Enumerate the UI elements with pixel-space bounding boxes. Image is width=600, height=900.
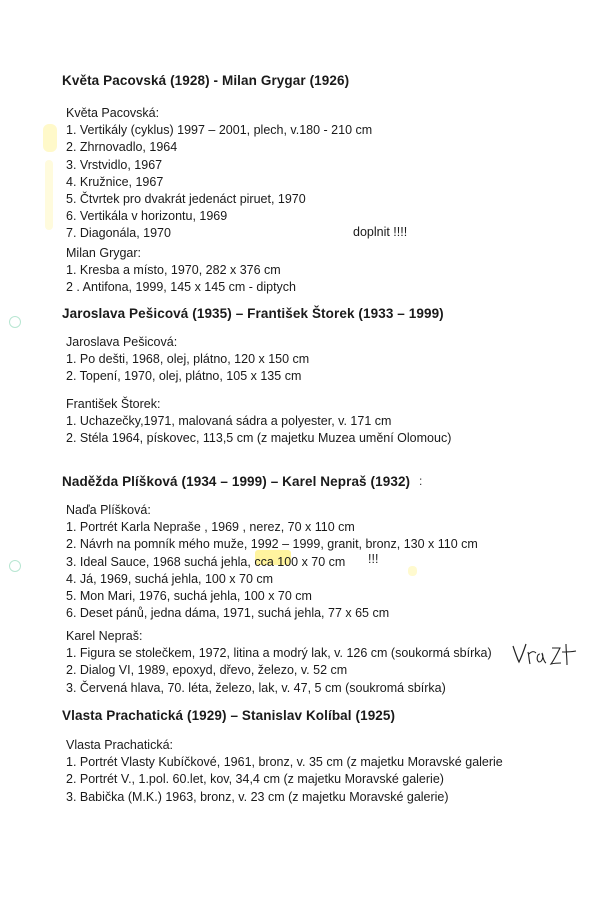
artwork-item: 2. Dialog VI, 1989, epoxyd, dřevo, železo, v. 52 cm	[66, 663, 348, 678]
artist-block-pacovska	[66, 105, 372, 243]
artwork-item: 3. Ideal Sauce, 1968 suchá jehla, cca 100 x 70 cm	[66, 554, 346, 569]
artwork-item: 3. Červená hlava, 70. léta, železo, lak, v. 47, 5 cm (soukromá sbírka)	[66, 680, 446, 695]
artwork-item: 4. Já, 1969, suchá jehla, 100 x 70 cm	[66, 571, 274, 586]
note-doplnit: doplnit !!!!	[353, 225, 408, 239]
artist-name: Květa Pacovská:	[66, 106, 160, 120]
artwork-item: 2. Zhrnovadlo, 1964	[66, 140, 178, 155]
section-heading-3: Naděžda Plíšková (1934 – 1999) – Karel Nepraš (1932)	[62, 474, 411, 489]
artist-block-pesicova	[66, 334, 309, 386]
artwork-item: 1. Portrét Vlasty Kubíčkové, 1961, bronz, v. 35 cm (z majetku Moravské galerie	[66, 755, 503, 770]
artwork-item: 2. Návrh na pomník mého muže, 1992 – 1999, granit, bronz, 130 x 110 cm	[66, 537, 478, 552]
artwork-item: 5. Čtvrtek pro dvakrát jedenáct piruet, 1970	[66, 192, 306, 207]
artist-block-nepras	[66, 628, 492, 697]
section-heading-4: Vlasta Prachatická (1929) – Stanislav Kolíbal (1925)	[62, 708, 396, 723]
section-heading-1: Květa Pacovská (1928) - Milan Grygar (1926)	[62, 73, 350, 88]
artwork-item: 3. Vrstvidlo, 1967	[66, 157, 163, 172]
artwork-item: 4. Kružnice, 1967	[66, 174, 164, 189]
artwork-item: 7. Diagonála, 1970	[66, 226, 171, 241]
highlight-margin-mark-2	[45, 160, 53, 230]
artwork-item: 1. Figura se stolečkem, 1972, litina a modrý lak, v. 126 cm (soukormá sbírka)	[66, 646, 492, 661]
artwork-item: 6. Deset pánů, jedna dáma, 1971, suchá jehla, 77 x 65 cm	[66, 606, 390, 621]
artwork-item: 1. Vertikály (cyklus) 1997 – 2001, plech, v.180 - 210 cm	[66, 123, 373, 138]
artwork-item: 1. Uchazečky,1971, malovaná sádra a polyester, v. 171 cm	[66, 414, 392, 429]
artwork-item: 3. Babička (M.K.) 1963, bronz, v. 23 cm (z majetku Moravské galerie)	[66, 789, 449, 804]
artist-block-pliskova	[66, 502, 478, 622]
section-heading-2: Jaroslava Pešicová (1935) – František Štorek (1933 – 1999)	[62, 306, 444, 321]
artwork-item: 2 . Antifona, 1999, 145 x 145 cm - diptych	[66, 280, 297, 295]
artist-name: Vlasta Prachatická:	[66, 738, 173, 752]
artist-name: Milan Grygar:	[66, 246, 142, 260]
note-exclaim: !!!	[368, 552, 379, 566]
artwork-item: 2. Portrét V., 1.pol. 60.let, kov, 34,4 cm (z majetku Moravské galerie)	[66, 772, 444, 787]
highlight-margin-mark	[43, 124, 57, 152]
artwork-item: 2. Stéla 1964, pískovec, 113,5 cm (z majetku Muzea umění Olomouc)	[66, 431, 452, 446]
punch-hole-top	[9, 316, 21, 328]
artist-name: Naďa Plíšková:	[66, 503, 151, 517]
artist-name: František Štorek:	[66, 397, 161, 411]
punch-hole-bottom	[9, 560, 21, 572]
artist-block-storek	[66, 396, 451, 448]
artist-block-grygar	[66, 245, 296, 297]
artist-name: Jaroslava Pešicová:	[66, 335, 178, 349]
artwork-item: 1. Po dešti, 1968, olej, plátno, 120 x 150 cm	[66, 352, 310, 367]
artist-name: Karel Nepraš:	[66, 629, 143, 643]
artist-block-prachaticka	[66, 737, 503, 806]
handwritten-colon-mark: :	[419, 474, 423, 488]
artwork-item: 5. Mon Mari, 1976, suchá jehla, 100 x 70 cm	[66, 589, 312, 604]
artwork-item: 2. Topení, 1970, olej, plátno, 105 x 135 cm	[66, 369, 302, 384]
artwork-item: 1. Portrét Karla Nepraše , 1969 , nerez, 70 x 110 cm	[66, 520, 355, 535]
artwork-item: 1. Kresba a místo, 1970, 282 x 376 cm	[66, 263, 281, 278]
handwritten-scribble	[510, 638, 582, 668]
artwork-item: 6. Vertikála v horizontu, 1969	[66, 209, 228, 224]
